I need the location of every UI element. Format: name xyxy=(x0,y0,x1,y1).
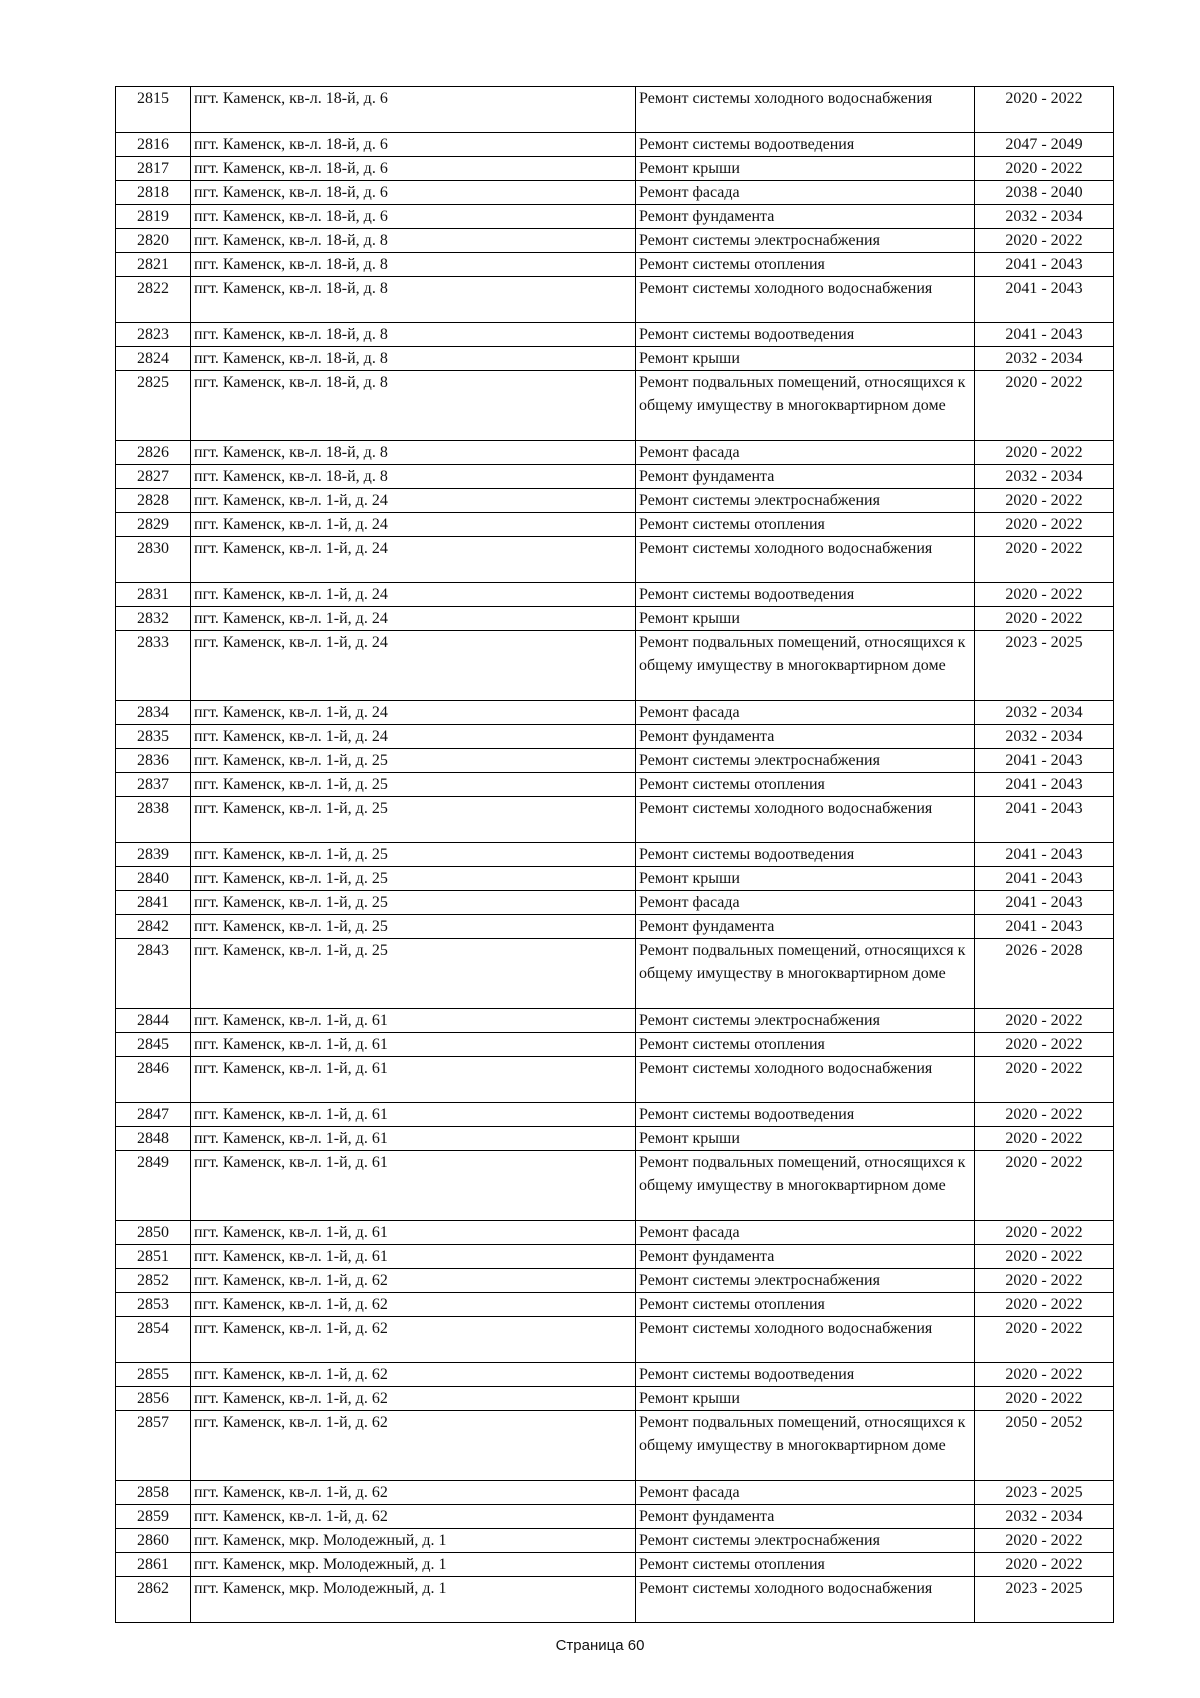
row-number-cell: 2842 xyxy=(116,915,191,939)
work-type-cell: Ремонт системы отопления xyxy=(636,1033,975,1057)
work-type-cell: Ремонт фасада xyxy=(636,441,975,465)
work-type-cell: Ремонт системы холодного водоснабжения xyxy=(636,1057,975,1103)
years-cell: 2020 - 2022 xyxy=(975,513,1114,537)
address-cell: пгт. Каменск, кв-л. 18-й, д. 8 xyxy=(191,371,636,441)
address-cell: пгт. Каменск, кв-л. 1-й, д. 62 xyxy=(191,1387,636,1411)
years-cell: 2038 - 2040 xyxy=(975,181,1114,205)
work-type-cell: Ремонт системы водоотведения xyxy=(636,1363,975,1387)
table-row xyxy=(116,1505,1114,1529)
table-row xyxy=(116,915,1114,939)
row-number-cell: 2841 xyxy=(116,891,191,915)
address-cell: пгт. Каменск, кв-л. 1-й, д. 24 xyxy=(191,607,636,631)
years-cell: 2020 - 2022 xyxy=(975,607,1114,631)
address-cell: пгт. Каменск, кв-л. 1-й, д. 25 xyxy=(191,867,636,891)
row-number-cell: 2847 xyxy=(116,1103,191,1127)
years-cell: 2032 - 2034 xyxy=(975,1505,1114,1529)
work-type-cell: Ремонт системы водоотведения xyxy=(636,1103,975,1127)
address-cell: пгт. Каменск, кв-л. 1-й, д. 61 xyxy=(191,1151,636,1221)
address-cell: пгт. Каменск, кв-л. 1-й, д. 24 xyxy=(191,489,636,513)
work-type-cell: Ремонт фундамента xyxy=(636,915,975,939)
table-row xyxy=(116,1529,1114,1553)
row-number-cell: 2827 xyxy=(116,465,191,489)
work-type-cell: Ремонт фундамента xyxy=(636,1505,975,1529)
years-cell: 2041 - 2043 xyxy=(975,891,1114,915)
years-cell: 2023 - 2025 xyxy=(975,631,1114,701)
row-number-cell: 2828 xyxy=(116,489,191,513)
address-cell: пгт. Каменск, кв-л. 1-й, д. 24 xyxy=(191,537,636,583)
address-cell: пгт. Каменск, кв-л. 1-й, д. 61 xyxy=(191,1245,636,1269)
row-number-cell: 2830 xyxy=(116,537,191,583)
work-type-cell: Ремонт крыши xyxy=(636,867,975,891)
row-number-cell: 2855 xyxy=(116,1363,191,1387)
address-cell: пгт. Каменск, кв-л. 18-й, д. 8 xyxy=(191,441,636,465)
years-cell: 2020 - 2022 xyxy=(975,1245,1114,1269)
row-number-cell: 2823 xyxy=(116,323,191,347)
work-type-cell: Ремонт подвальных помещений, относящихся к общему имуществу в многоквартирном доме xyxy=(636,939,975,1009)
row-number-cell: 2836 xyxy=(116,749,191,773)
work-type-cell: Ремонт системы холодного водоснабжения xyxy=(636,277,975,323)
row-number-cell: 2840 xyxy=(116,867,191,891)
years-cell: 2032 - 2034 xyxy=(975,347,1114,371)
work-type-cell: Ремонт системы электроснабжения xyxy=(636,749,975,773)
row-number-cell: 2829 xyxy=(116,513,191,537)
work-type-cell: Ремонт системы отопления xyxy=(636,1553,975,1577)
row-number-cell: 2854 xyxy=(116,1317,191,1363)
address-cell: пгт. Каменск, кв-л. 18-й, д. 8 xyxy=(191,277,636,323)
table-row xyxy=(116,725,1114,749)
address-cell: пгт. Каменск, кв-л. 1-й, д. 62 xyxy=(191,1411,636,1481)
address-cell: пгт. Каменск, кв-л. 1-й, д. 61 xyxy=(191,1009,636,1033)
table-row xyxy=(116,1553,1114,1577)
years-cell: 2020 - 2022 xyxy=(975,371,1114,441)
address-cell: пгт. Каменск, кв-л. 1-й, д. 24 xyxy=(191,631,636,701)
works-table xyxy=(115,86,1114,1623)
table-row xyxy=(116,537,1114,583)
years-cell: 2023 - 2025 xyxy=(975,1481,1114,1505)
table-row xyxy=(116,229,1114,253)
years-cell: 2020 - 2022 xyxy=(975,1387,1114,1411)
table-row xyxy=(116,1009,1114,1033)
table-row xyxy=(116,489,1114,513)
row-number-cell: 2819 xyxy=(116,205,191,229)
work-type-cell: Ремонт системы отопления xyxy=(636,1293,975,1317)
row-number-cell: 2839 xyxy=(116,843,191,867)
address-cell: пгт. Каменск, кв-л. 1-й, д. 62 xyxy=(191,1505,636,1529)
address-cell: пгт. Каменск, кв-л. 18-й, д. 8 xyxy=(191,323,636,347)
row-number-cell: 2832 xyxy=(116,607,191,631)
row-number-cell: 2821 xyxy=(116,253,191,277)
table-row xyxy=(116,1293,1114,1317)
years-cell: 2041 - 2043 xyxy=(975,773,1114,797)
row-number-cell: 2860 xyxy=(116,1529,191,1553)
years-cell: 2020 - 2022 xyxy=(975,1269,1114,1293)
work-type-cell: Ремонт крыши xyxy=(636,157,975,181)
work-type-cell: Ремонт системы электроснабжения xyxy=(636,1269,975,1293)
work-type-cell: Ремонт системы водоотведения xyxy=(636,133,975,157)
row-number-cell: 2849 xyxy=(116,1151,191,1221)
years-cell: 2020 - 2022 xyxy=(975,1529,1114,1553)
address-cell: пгт. Каменск, кв-л. 1-й, д. 62 xyxy=(191,1363,636,1387)
work-type-cell: Ремонт системы электроснабжения xyxy=(636,489,975,513)
years-cell: 2020 - 2022 xyxy=(975,1363,1114,1387)
work-type-cell: Ремонт системы холодного водоснабжения xyxy=(636,1317,975,1363)
years-cell: 2020 - 2022 xyxy=(975,1057,1114,1103)
address-cell: пгт. Каменск, кв-л. 1-й, д. 24 xyxy=(191,725,636,749)
work-type-cell: Ремонт подвальных помещений, относящихся к общему имуществу в многоквартирном доме xyxy=(636,1411,975,1481)
table-row xyxy=(116,1151,1114,1221)
work-type-cell: Ремонт крыши xyxy=(636,607,975,631)
years-cell: 2026 - 2028 xyxy=(975,939,1114,1009)
table-row xyxy=(116,749,1114,773)
row-number-cell: 2856 xyxy=(116,1387,191,1411)
table-row xyxy=(116,87,1114,133)
years-cell: 2020 - 2022 xyxy=(975,1221,1114,1245)
address-cell: пгт. Каменск, кв-л. 1-й, д. 62 xyxy=(191,1269,636,1293)
years-cell: 2020 - 2022 xyxy=(975,1293,1114,1317)
table-row xyxy=(116,347,1114,371)
row-number-cell: 2862 xyxy=(116,1577,191,1623)
address-cell: пгт. Каменск, кв-л. 1-й, д. 24 xyxy=(191,583,636,607)
work-type-cell: Ремонт фасада xyxy=(636,1481,975,1505)
work-type-cell: Ремонт фундамента xyxy=(636,1245,975,1269)
years-cell: 2050 - 2052 xyxy=(975,1411,1114,1481)
years-cell: 2020 - 2022 xyxy=(975,1009,1114,1033)
work-type-cell: Ремонт фасада xyxy=(636,891,975,915)
work-type-cell: Ремонт системы отопления xyxy=(636,773,975,797)
row-number-cell: 2818 xyxy=(116,181,191,205)
table-row xyxy=(116,1411,1114,1481)
address-cell: пгт. Каменск, кв-л. 1-й, д. 62 xyxy=(191,1293,636,1317)
table-row xyxy=(116,277,1114,323)
row-number-cell: 2825 xyxy=(116,371,191,441)
row-number-cell: 2853 xyxy=(116,1293,191,1317)
years-cell: 2047 - 2049 xyxy=(975,133,1114,157)
address-cell: пгт. Каменск, кв-л. 18-й, д. 8 xyxy=(191,229,636,253)
table-row xyxy=(116,867,1114,891)
row-number-cell: 2852 xyxy=(116,1269,191,1293)
work-type-cell: Ремонт фасада xyxy=(636,701,975,725)
years-cell: 2020 - 2022 xyxy=(975,537,1114,583)
years-cell: 2020 - 2022 xyxy=(975,87,1114,133)
address-cell: пгт. Каменск, кв-л. 1-й, д. 62 xyxy=(191,1481,636,1505)
address-cell: пгт. Каменск, кв-л. 18-й, д. 6 xyxy=(191,181,636,205)
row-number-cell: 2822 xyxy=(116,277,191,323)
table-row xyxy=(116,205,1114,229)
work-type-cell: Ремонт системы водоотведения xyxy=(636,323,975,347)
row-number-cell: 2826 xyxy=(116,441,191,465)
years-cell: 2020 - 2022 xyxy=(975,1103,1114,1127)
years-cell: 2032 - 2034 xyxy=(975,701,1114,725)
row-number-cell: 2815 xyxy=(116,87,191,133)
table-row xyxy=(116,1127,1114,1151)
table-row xyxy=(116,253,1114,277)
work-type-cell: Ремонт крыши xyxy=(636,1127,975,1151)
table-row xyxy=(116,1221,1114,1245)
table-body xyxy=(116,87,1114,1623)
table-row xyxy=(116,1363,1114,1387)
table-row xyxy=(116,1103,1114,1127)
years-cell: 2041 - 2043 xyxy=(975,323,1114,347)
work-type-cell: Ремонт системы электроснабжения xyxy=(636,229,975,253)
work-type-cell: Ремонт крыши xyxy=(636,1387,975,1411)
address-cell: пгт. Каменск, кв-л. 1-й, д. 25 xyxy=(191,773,636,797)
row-number-cell: 2837 xyxy=(116,773,191,797)
table-row xyxy=(116,371,1114,441)
work-type-cell: Ремонт подвальных помещений, относящихся к общему имуществу в многоквартирном доме xyxy=(636,371,975,441)
years-cell: 2041 - 2043 xyxy=(975,797,1114,843)
table-row xyxy=(116,1481,1114,1505)
table-row xyxy=(116,797,1114,843)
table-row xyxy=(116,631,1114,701)
years-cell: 2041 - 2043 xyxy=(975,253,1114,277)
row-number-cell: 2844 xyxy=(116,1009,191,1033)
address-cell: пгт. Каменск, кв-л. 1-й, д. 25 xyxy=(191,891,636,915)
table-row xyxy=(116,1387,1114,1411)
row-number-cell: 2831 xyxy=(116,583,191,607)
address-cell: пгт. Каменск, мкр. Молодежный, д. 1 xyxy=(191,1529,636,1553)
years-cell: 2041 - 2043 xyxy=(975,277,1114,323)
address-cell: пгт. Каменск, кв-л. 1-й, д. 61 xyxy=(191,1033,636,1057)
row-number-cell: 2861 xyxy=(116,1553,191,1577)
years-cell: 2041 - 2043 xyxy=(975,843,1114,867)
table-row xyxy=(116,465,1114,489)
address-cell: пгт. Каменск, кв-л. 1-й, д. 25 xyxy=(191,915,636,939)
work-type-cell: Ремонт системы холодного водоснабжения xyxy=(636,797,975,843)
address-cell: пгт. Каменск, кв-л. 18-й, д. 6 xyxy=(191,157,636,181)
work-type-cell: Ремонт фасада xyxy=(636,181,975,205)
table-row xyxy=(116,513,1114,537)
row-number-cell: 2858 xyxy=(116,1481,191,1505)
work-type-cell: Ремонт системы водоотведения xyxy=(636,843,975,867)
years-cell: 2020 - 2022 xyxy=(975,1151,1114,1221)
work-type-cell: Ремонт фундамента xyxy=(636,205,975,229)
address-cell: пгт. Каменск, кв-л. 1-й, д. 61 xyxy=(191,1127,636,1151)
years-cell: 2041 - 2043 xyxy=(975,867,1114,891)
row-number-cell: 2859 xyxy=(116,1505,191,1529)
table-row xyxy=(116,1033,1114,1057)
row-number-cell: 2834 xyxy=(116,701,191,725)
address-cell: пгт. Каменск, кв-л. 18-й, д. 8 xyxy=(191,465,636,489)
years-cell: 2020 - 2022 xyxy=(975,1127,1114,1151)
years-cell: 2020 - 2022 xyxy=(975,157,1114,181)
work-type-cell: Ремонт системы отопления xyxy=(636,513,975,537)
table-row xyxy=(116,583,1114,607)
table-row xyxy=(116,441,1114,465)
page-number: Страница 60 xyxy=(555,1637,645,1654)
table-row xyxy=(116,891,1114,915)
address-cell: пгт. Каменск, кв-л. 1-й, д. 25 xyxy=(191,843,636,867)
work-type-cell: Ремонт фасада xyxy=(636,1221,975,1245)
row-number-cell: 2833 xyxy=(116,631,191,701)
work-type-cell: Ремонт системы холодного водоснабжения xyxy=(636,537,975,583)
address-cell: пгт. Каменск, кв-л. 1-й, д. 61 xyxy=(191,1221,636,1245)
years-cell: 2032 - 2034 xyxy=(975,205,1114,229)
row-number-cell: 2820 xyxy=(116,229,191,253)
row-number-cell: 2851 xyxy=(116,1245,191,1269)
table-row xyxy=(116,701,1114,725)
years-cell: 2020 - 2022 xyxy=(975,489,1114,513)
work-type-cell: Ремонт подвальных помещений, относящихся к общему имуществу в многоквартирном доме xyxy=(636,1151,975,1221)
address-cell: пгт. Каменск, кв-л. 18-й, д. 6 xyxy=(191,205,636,229)
table-row xyxy=(116,1317,1114,1363)
row-number-cell: 2817 xyxy=(116,157,191,181)
years-cell: 2032 - 2034 xyxy=(975,465,1114,489)
table-row xyxy=(116,157,1114,181)
address-cell: пгт. Каменск, кв-л. 1-й, д. 62 xyxy=(191,1317,636,1363)
table-row xyxy=(116,181,1114,205)
years-cell: 2020 - 2022 xyxy=(975,1553,1114,1577)
row-number-cell: 2845 xyxy=(116,1033,191,1057)
years-cell: 2032 - 2034 xyxy=(975,725,1114,749)
row-number-cell: 2838 xyxy=(116,797,191,843)
address-cell: пгт. Каменск, кв-л. 1-й, д. 25 xyxy=(191,797,636,843)
row-number-cell: 2816 xyxy=(116,133,191,157)
years-cell: 2020 - 2022 xyxy=(975,1033,1114,1057)
years-cell: 2020 - 2022 xyxy=(975,583,1114,607)
table-row xyxy=(116,607,1114,631)
years-cell: 2020 - 2022 xyxy=(975,441,1114,465)
table-row xyxy=(116,843,1114,867)
work-type-cell: Ремонт фундамента xyxy=(636,725,975,749)
years-cell: 2023 - 2025 xyxy=(975,1577,1114,1623)
row-number-cell: 2848 xyxy=(116,1127,191,1151)
row-number-cell: 2835 xyxy=(116,725,191,749)
row-number-cell: 2846 xyxy=(116,1057,191,1103)
years-cell: 2020 - 2022 xyxy=(975,229,1114,253)
address-cell: пгт. Каменск, кв-л. 1-й, д. 24 xyxy=(191,701,636,725)
work-type-cell: Ремонт крыши xyxy=(636,347,975,371)
address-cell: пгт. Каменск, кв-л. 18-й, д. 8 xyxy=(191,253,636,277)
address-cell: пгт. Каменск, кв-л. 1-й, д. 61 xyxy=(191,1057,636,1103)
work-type-cell: Ремонт системы электроснабжения xyxy=(636,1529,975,1553)
table-row xyxy=(116,1577,1114,1623)
address-cell: пгт. Каменск, кв-л. 1-й, д. 25 xyxy=(191,939,636,1009)
address-cell: пгт. Каменск, кв-л. 18-й, д. 6 xyxy=(191,87,636,133)
work-type-cell: Ремонт фундамента xyxy=(636,465,975,489)
address-cell: пгт. Каменск, кв-л. 1-й, д. 61 xyxy=(191,1103,636,1127)
work-type-cell: Ремонт системы водоотведения xyxy=(636,583,975,607)
row-number-cell: 2824 xyxy=(116,347,191,371)
table-row xyxy=(116,323,1114,347)
table-row xyxy=(116,1245,1114,1269)
address-cell: пгт. Каменск, кв-л. 1-й, д. 25 xyxy=(191,749,636,773)
work-type-cell: Ремонт системы холодного водоснабжения xyxy=(636,87,975,133)
work-type-cell: Ремонт системы электроснабжения xyxy=(636,1009,975,1033)
work-type-cell: Ремонт подвальных помещений, относящихся к общему имуществу в многоквартирном доме xyxy=(636,631,975,701)
address-cell: пгт. Каменск, кв-л. 18-й, д. 8 xyxy=(191,347,636,371)
address-cell: пгт. Каменск, мкр. Молодежный, д. 1 xyxy=(191,1577,636,1623)
work-type-cell: Ремонт системы отопления xyxy=(636,253,975,277)
table-row xyxy=(116,1269,1114,1293)
table-row xyxy=(116,939,1114,1009)
years-cell: 2041 - 2043 xyxy=(975,915,1114,939)
table-row xyxy=(116,133,1114,157)
row-number-cell: 2850 xyxy=(116,1221,191,1245)
row-number-cell: 2857 xyxy=(116,1411,191,1481)
address-cell: пгт. Каменск, кв-л. 18-й, д. 6 xyxy=(191,133,636,157)
row-number-cell: 2843 xyxy=(116,939,191,1009)
years-cell: 2041 - 2043 xyxy=(975,749,1114,773)
years-cell: 2020 - 2022 xyxy=(975,1317,1114,1363)
work-type-cell: Ремонт системы холодного водоснабжения xyxy=(636,1577,975,1623)
table-row xyxy=(116,1057,1114,1103)
address-cell: пгт. Каменск, мкр. Молодежный, д. 1 xyxy=(191,1553,636,1577)
table-row xyxy=(116,773,1114,797)
address-cell: пгт. Каменск, кв-л. 1-й, д. 24 xyxy=(191,513,636,537)
